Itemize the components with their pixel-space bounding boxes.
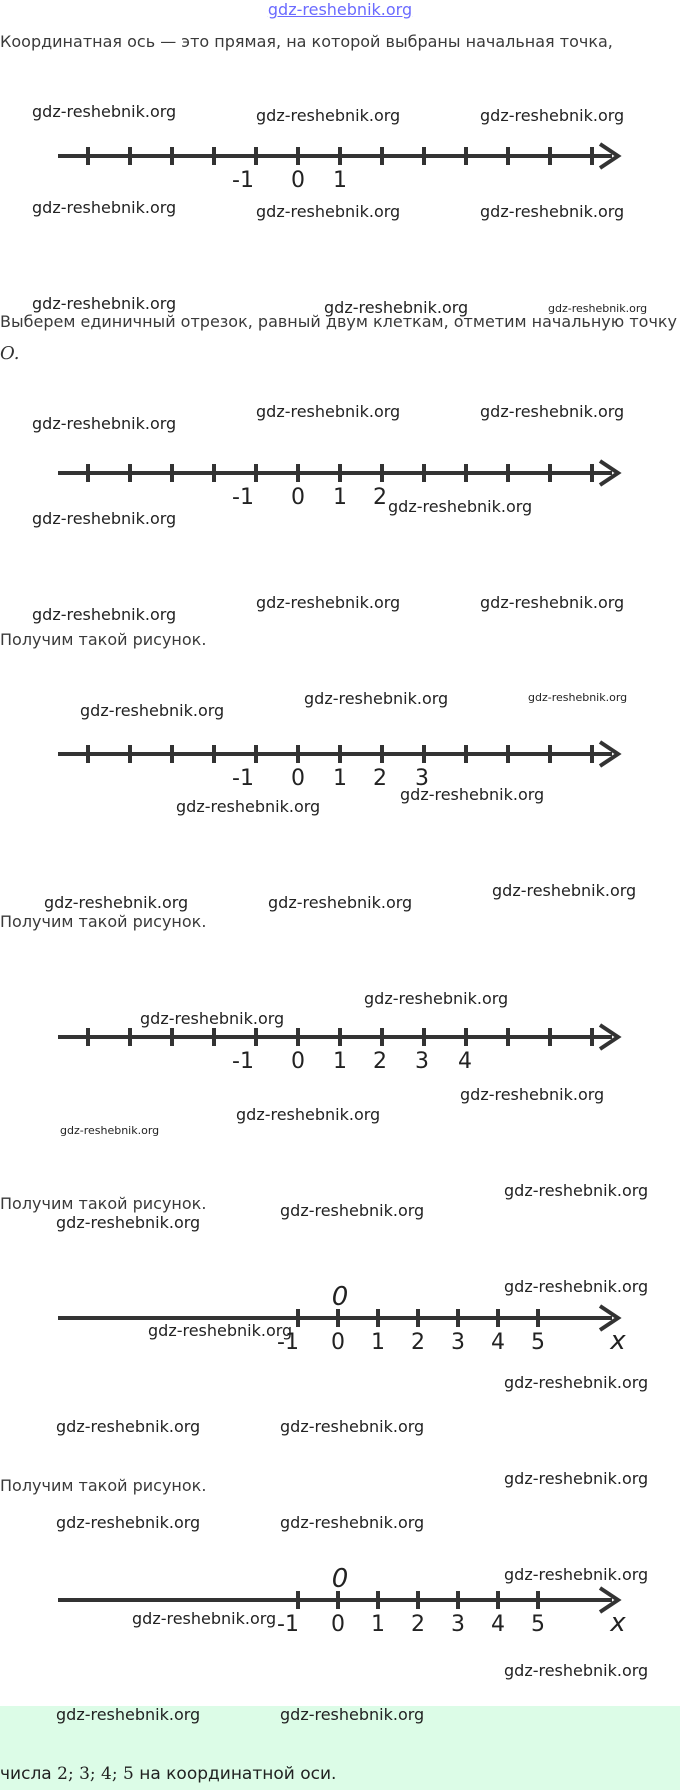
watermark: gdz-reshebnik.org [44,893,189,912]
watermark: gdz-reshebnik.org [492,881,637,900]
tick-label: -1 [232,485,254,510]
watermark: gdz-reshebnik.org [256,402,401,421]
tick-label: 0 [331,1612,345,1637]
watermark: gdz-reshebnik.org [140,1009,285,1028]
tick-label: 1 [333,485,347,510]
watermark: gdz-reshebnik.org [256,202,401,221]
watermark: gdz-reshebnik.org [304,689,449,708]
tick-label: 5 [531,1330,545,1355]
watermark: gdz-reshebnik.org [480,593,625,612]
tick-label: 4 [491,1612,505,1637]
watermark: gdz-reshebnik.org [504,1469,649,1488]
tick-label: 5 [531,1612,545,1637]
watermark: gdz-reshebnik.org [388,497,533,516]
watermark: gdz-reshebnik.org [56,1213,201,1232]
origin-label: 0 [331,1564,349,1594]
watermark: gdz-reshebnik.org [148,1321,293,1340]
tick-label: 0 [291,1049,305,1074]
tick-label: 0 [291,485,305,510]
number-line-4 [0,1001,680,1081]
number-line-3-svg [0,718,680,798]
watermark: gdz-reshebnik.org [504,1277,649,1296]
watermark: gdz-reshebnik.org [400,785,545,804]
tick-label: 3 [451,1612,465,1637]
watermark: gdz-reshebnik.org [364,989,509,1008]
watermark: gdz-reshebnik.org [32,605,177,624]
watermark: gdz-reshebnik.org [280,1705,425,1724]
watermark: gdz-reshebnik.org [32,198,177,217]
number-line-2 [0,437,680,517]
tick-label: 1 [333,168,347,193]
tick-label: 0 [331,1330,345,1355]
watermark: gdz-reshebnik.org [256,593,401,612]
tick-label: 4 [491,1330,505,1355]
tick-label: 1 [371,1612,385,1637]
tick-label: 2 [373,485,387,510]
tick-label: 3 [415,1049,429,1074]
number-line-1 [0,120,680,200]
number-line-4-svg [0,1001,680,1081]
watermark: gdz-reshebnik.org [548,302,648,315]
tick-label: -1 [232,766,254,791]
watermark: gdz-reshebnik.org [280,1513,425,1532]
watermark: gdz-reshebnik.org [56,1513,201,1532]
variable-o: O. [0,343,20,364]
watermark: gdz-reshebnik.org [504,1565,649,1584]
tick-label: 2 [373,766,387,791]
tick-label: 2 [373,1049,387,1074]
origin-label: 0 [331,1282,349,1312]
watermark: gdz-reshebnik.org [528,691,628,704]
watermark: gdz-reshebnik.org [480,106,625,125]
paragraph-6: Получим такой рисунок. [0,1476,207,1495]
tick-label: 0 [291,168,305,193]
tick-label: -1 [232,1049,254,1074]
watermark: gdz-reshebnik.org [256,106,401,125]
watermark: gdz-reshebnik.org [56,1705,201,1724]
watermark: gdz-reshebnik.org [480,202,625,221]
tick-label: 2 [411,1612,425,1637]
watermark: gdz-reshebnik.org [268,893,413,912]
tick-label: 4 [458,1049,472,1074]
paragraph-5: Получим такой рисунок. [0,1194,207,1213]
axis-label-x: x [610,1326,626,1356]
watermark: gdz-reshebnik.org [324,298,469,317]
tick-label: -1 [277,1330,299,1355]
watermark: gdz-reshebnik.org [480,402,625,421]
watermark: gdz-reshebnik.org [176,797,321,816]
site-link[interactable]: gdz-reshebnik.org [267,0,413,19]
watermark: gdz-reshebnik.org [504,1661,649,1680]
number-line-3 [0,718,680,798]
watermark: gdz-reshebnik.org [80,701,225,720]
tick-label: -1 [277,1612,299,1637]
watermark: gdz-reshebnik.org [280,1201,425,1220]
tick-label: 3 [415,766,429,791]
watermark: gdz-reshebnik.org [32,414,177,433]
paragraph-4: Получим такой рисунок. [0,912,207,931]
bottom-text-suffix: на координатной оси. [133,1764,337,1784]
bottom-text-math: 2; 3; 4; 5 [57,1764,134,1784]
tick-label: 1 [333,1049,347,1074]
watermark: gdz-reshebnik.org [60,1124,160,1137]
paragraph-1: Координатная ось — это прямая, на которой выбраны начальная точка, [0,32,613,51]
number-line-1-svg [0,120,680,200]
tick-label: 3 [451,1330,465,1355]
paragraph-2: Выберем единичный отрезок, равный двум клеткам, отметим начальную точку [0,312,678,331]
watermark: gdz-reshebnik.org [504,1181,649,1200]
tick-label: 1 [371,1330,385,1355]
watermark: gdz-reshebnik.org [132,1609,277,1628]
watermark: gdz-reshebnik.org [32,102,177,121]
bottom-text-prefix: числа [0,1764,58,1784]
bottom-text [0,1764,336,1784]
watermark: gdz-reshebnik.org [280,1417,425,1436]
tick-label: 1 [333,766,347,791]
tick-label: 2 [411,1330,425,1355]
watermark: gdz-reshebnik.org [32,509,177,528]
paragraph-3: Получим такой рисунок. [0,630,207,649]
axis-label-x: x [610,1608,626,1638]
watermark: gdz-reshebnik.org [32,294,177,313]
tick-label: 0 [291,766,305,791]
watermark: gdz-reshebnik.org [56,1417,201,1436]
watermark: gdz-reshebnik.org [460,1085,605,1104]
tick-label: -1 [232,168,254,193]
watermark: gdz-reshebnik.org [504,1373,649,1392]
watermark: gdz-reshebnik.org [236,1105,381,1124]
number-line-2-svg [0,437,680,517]
